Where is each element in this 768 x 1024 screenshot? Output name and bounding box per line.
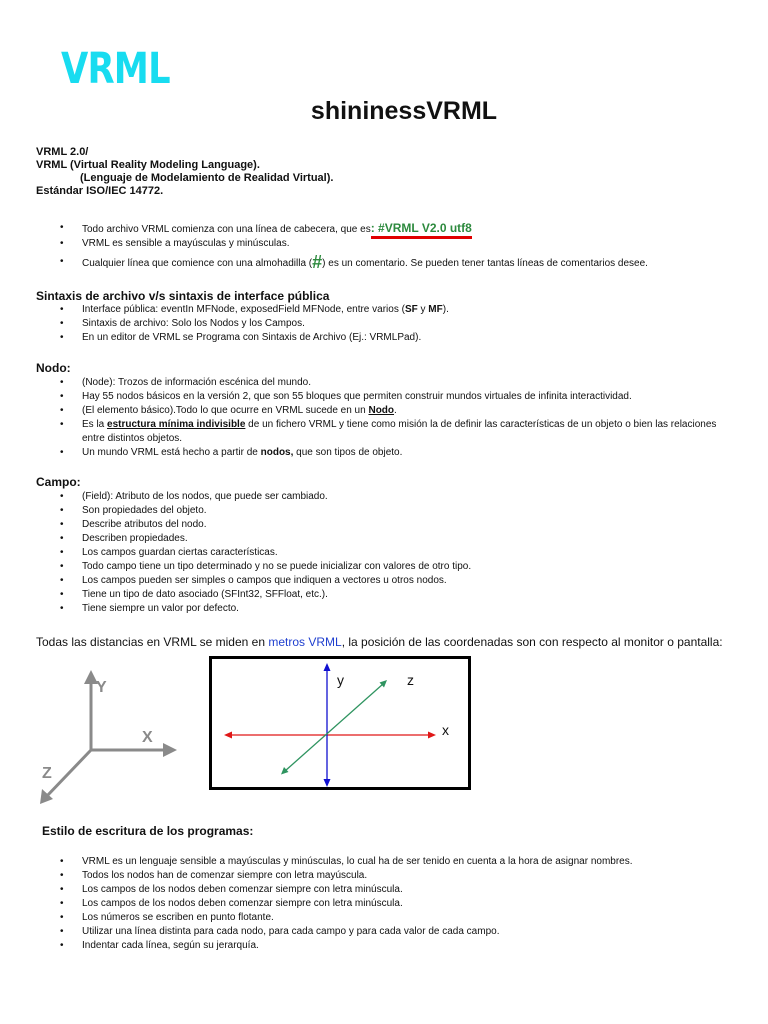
header-line-2: VRML (Virtual Reality Modeling Language). (36, 159, 260, 171)
header-line-1: VRML 2.0/ (36, 146, 89, 158)
list-item: • Todo campo tiene un tipo determinado y no se puede inicializar con valores de otro tipo. (36, 560, 736, 574)
box-label-z: z (407, 672, 414, 688)
box-label-y: y (337, 672, 344, 688)
axes-3d-illustration (30, 664, 180, 809)
section-heading-nodo: Nodo: (36, 361, 71, 375)
section-heading-sintaxis: Sintaxis de archivo v/s sintaxis de interface pública (36, 289, 330, 303)
list-item: • Cualquier línea que comience con una almohadilla (#) es un comentario. Se pueden tener tantas líneas de comentarios desee. (36, 255, 736, 271)
list-item: • Indentar cada línea, según su jerarquía. (36, 939, 736, 953)
list-item: • Es la estructura mínima indivisible de un fichero VRML y tiene como misión la de definir las características de un objeto o bien las relaciones entre distintos objetos. (36, 418, 736, 446)
list-item: • Son propiedades del objeto. (36, 504, 736, 518)
list-item: • Los campos de los nodos deben comenzar siempre con letra minúscula. (36, 897, 736, 911)
axis-label-z: Z (42, 765, 52, 782)
sintaxis-list (36, 303, 736, 345)
x-arrowhead (163, 743, 177, 757)
list-item: • Describe atributos del nodo. (36, 518, 736, 532)
list-item: • Describen propiedades. (36, 532, 736, 546)
metros-vrml-link: metros VRML (268, 635, 342, 649)
vrml-header-code: : #VRML V2.0 utf8 (371, 221, 472, 239)
list-item: • Los campos guardan ciertas características. (36, 546, 736, 560)
vrml-logo: VRML (61, 44, 170, 94)
list-item: • Tiene siempre un valor por defecto. (36, 602, 736, 616)
list-item: • Los campos de los nodos deben comenzar siempre con letra minúscula. (36, 883, 736, 897)
list-item: • (Field): Atributo de los nodos, que puede ser cambiado. (36, 490, 736, 504)
nodo-list (36, 376, 736, 460)
list-item: • VRML es un lenguaje sensible a mayúsculas y minúsculas, lo cual ha de ser tenido en cuenta a la hora de asignar nombres. (36, 855, 736, 869)
list-item: • (El elemento básico).Todo lo que ocurre en VRML sucede en un Nodo. (36, 404, 736, 418)
page-title: shininessVRML (310, 97, 498, 125)
estilo-list (36, 855, 736, 953)
list-item: • Hay 55 nodos básicos en la versión 2, que son 55 bloques que permiten construir mundos virtuales de infinita interactividad. (36, 390, 736, 404)
campo-list (36, 490, 736, 616)
axis-label-x: X (142, 729, 153, 746)
box-label-x: x (442, 722, 449, 738)
list-item: • Los números se escriben en punto flotante. (36, 911, 736, 925)
list-item: • Utilizar una línea distinta para cada nodo, para cada campo y para cada valor de cada campo. (36, 925, 736, 939)
list-item: • Todos los nodos han de comenzar siempre con letra mayúscula. (36, 869, 736, 883)
section-heading-estilo: Estilo de escritura de los programas: (42, 824, 254, 838)
distances-paragraph: Todas las distancias en VRML se miden en metros VRML, la posición de las coordenadas son con respecto al monitor o pantalla: (36, 635, 723, 649)
z-axis-line (46, 750, 91, 797)
list-item: • (Node): Trozos de información escénica del mundo. (36, 376, 736, 390)
list-item: • Sintaxis de archivo: Solo los Nodos y los Campos. (36, 317, 736, 331)
axis-label-y: Y (96, 679, 107, 696)
document-header (36, 146, 333, 198)
intro-list (36, 221, 736, 271)
header-line-4: Estándar ISO/IEC 14772. (36, 185, 164, 197)
section-heading-campo: Campo: (36, 475, 81, 489)
list-item: • Los campos pueden ser simples o campos que indiquen a vectores u otros nodos. (36, 574, 736, 588)
list-item: • Interface pública: eventIn MFNode, exposedField MFNode, entre varios (SF y MF). (36, 303, 736, 317)
header-line-3: (Lenguaje de Modelamiento de Realidad Virtual). (80, 172, 334, 184)
list-item: • VRML es sensible a mayúsculas y minúsculas. (36, 237, 736, 251)
list-item: • Todo archivo VRML comienza con una línea de cabecera, que es: #VRML V2.0 utf8 (36, 221, 736, 237)
hash-symbol: # (312, 252, 323, 272)
list-item: • Un mundo VRML está hecho a partir de nodos, que son tipos de objeto. (36, 446, 736, 460)
coordinate-box-diagram (209, 656, 471, 790)
list-item: • En un editor de VRML se Programa con Sintaxis de Archivo (Ej.: VRMLPad). (36, 331, 736, 345)
list-item: • Tiene un tipo de dato asociado (SFInt32, SFFloat, etc.). (36, 588, 736, 602)
